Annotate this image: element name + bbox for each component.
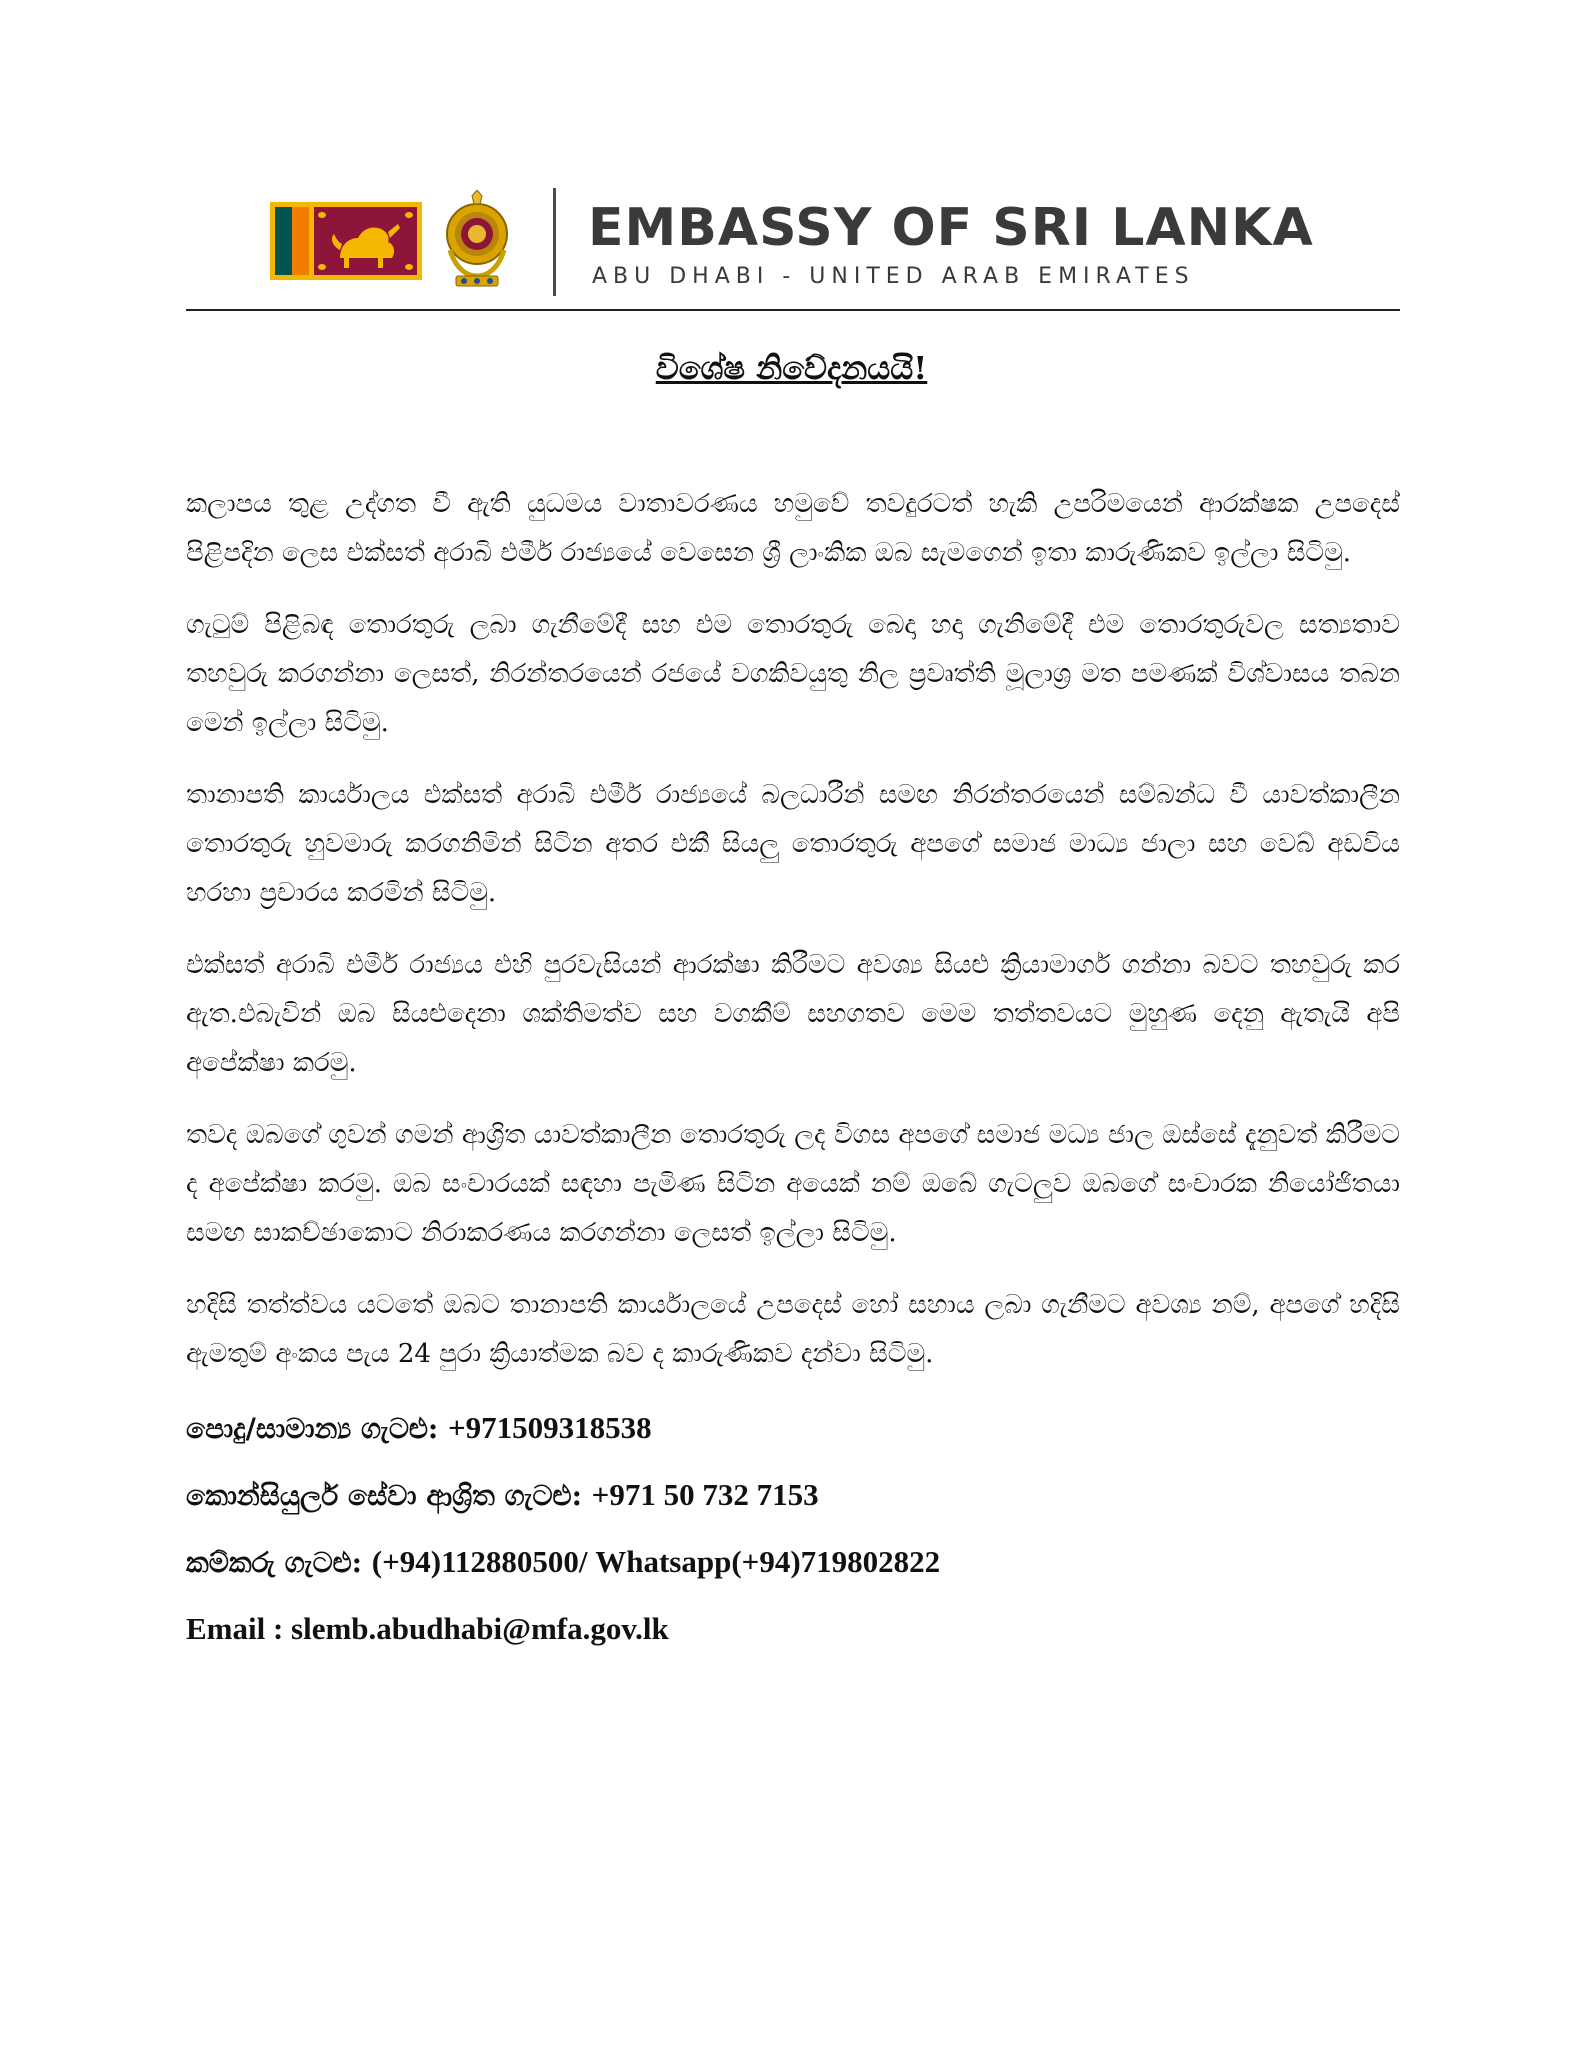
sri-lanka-emblem-icon — [442, 190, 512, 292]
paragraph: කලාපය තුළ උද්ගත වී ඇති යුධමය වාතාවරණය හමුවේ තවදුරටත් හැකි උපරිමයෙන් ආරක්ෂක උපදෙස් පිළිපදින ලෙස එක්සත් අරාබි එමීර් රාජ්‍යයේ වෙසෙන ශ්‍රී ලාංකික ඔබ සැමගෙන් ඉතා කාරුණිකව ඉල්ලා සිටිමු. — [186, 489, 1400, 568]
contact-labour — [186, 1536, 1400, 1589]
paragraph: හදිසි තත්ත්වය යටතේ ඔබට තානාපති කාර්යාලයේ උපදෙස් හෝ සහාය ලබා ගැනීමට අවශ්‍ය නම්, අපගේ හදිසි ඇමතුම් අංකය පැය 24 පුරා ක්‍රියාත්මක බව ද කාරුණිකව දන්වා සිටිමු. — [186, 1290, 1400, 1369]
contact-consular — [186, 1469, 1400, 1522]
org-name: EMBASSY OF SRI LANKA — [588, 198, 1314, 258]
notice-title: විශේෂ නිවේදනයයි! — [655, 349, 928, 387]
paragraph: තවද ඔබගේ ගුවන් ගමන් ආශ්‍රිත යාවත්කාලීන තොරතුරු ලද විගස අපගේ සමාජ මධ්‍ය ජාල ඔස්සේ දැනුවත් කිරීමට ද අපේක්ෂා කරමු. ඔබ සංචාරයක් සඳහා පැමිණ සිටින අයෙක් නම් ඔබේ ගැටලුව ඔබගේ සංචාරක නියෝජිතයා සමඟ සාකච්ඡාකොට නිරාකරණය කරගන්නා ලෙසත් ඉල්ලා සිටිමු. — [186, 1120, 1400, 1248]
org-location: ABU DHABI - UNITED ARAB EMIRATES — [592, 264, 1195, 289]
contact-label: පොදු/සාමාන්‍ය ගැටළු: — [186, 1412, 448, 1445]
contact-label: කොන්සියුලර් සේවා ආශ්‍රිත ගැටළු: — [186, 1479, 592, 1512]
contact-general — [186, 1402, 1400, 1455]
letterhead — [270, 188, 1314, 298]
contact-phone: +971 50 732 7153 — [591, 1477, 819, 1512]
paragraph: එක්සත් අරාබි එමීර් රාජ්‍යය එහි පුරවැසියන් ආරක්ෂා කිරීමට අවශ්‍ය සියළු ක්‍රියාමාර්ග ගන්නා බවට තහවුරු කර ඇත.එබැවින් ඔබ සියළුදෙනා ශක්තිමත්ව සහ වගකීම් සහගතව මෙම තත්තවයට මුහුණ දෙනු ඇතැයි අපි අපේක්ෂා කරමු. — [186, 950, 1400, 1078]
notice-body — [186, 480, 1400, 1669]
sri-lanka-flag-icon — [270, 202, 422, 280]
letterhead-divider — [553, 188, 556, 296]
contact-email: Email : slemb.abudhabi@mfa.gov.lk — [186, 1611, 669, 1646]
contact-phone: +971509318538 — [448, 1410, 652, 1445]
header-rule — [186, 309, 1400, 311]
paragraph: තානාපති කාර්යාලය එක්සත් අරාබි එමීර් රාජ්‍යයේ බලධාරීන් සමඟ නිරන්තරයෙන් සම්බන්ධ වී යාවත්කාලීන තොරතුරු හුවමාරු කරගනිමින් සිටින අතර එකී සියලු තොරතුරු අපගේ සමාජ මාධ්‍ය ජාලා සහ වෙබ් අඩවිය හරහා ප්‍රචාරය කරමින් සිටිමු. — [186, 780, 1400, 908]
paragraph: ගැටුම් පිළිබඳ තොරතුරු ලබා ගැනීමේදී සහ එම තොරතුරු බෙදා හදා ගැනිමේදී එම තොරතුරුවල සත්‍යතාව තහවුරු කරගන්නා ලෙසත්, නිරන්තරයෙන් රජයේ වගකිවයුතු නිල ප්‍රවෘත්ති මූලාශ්‍ර මත පමණක් විශ්වාසය තබන මෙන් ඉල්ලා සිටිමු. — [186, 610, 1400, 738]
contact-phone: (+94)112880500/ Whatsapp(+94)719802822 — [371, 1544, 941, 1579]
contact-label: කම්කරු ගැටළු: — [186, 1546, 372, 1579]
